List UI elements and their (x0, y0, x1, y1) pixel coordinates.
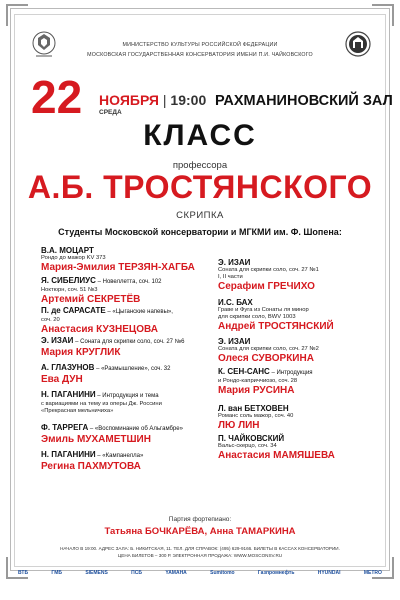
work-title: Вальс-скерцо, соч. 34 (218, 443, 277, 449)
pianists: Татьяна БОЧКАРЁВА, Анна ТАМАРКИНА (104, 526, 296, 537)
program-item (218, 434, 335, 461)
sponsor-logo: ГМБ (51, 570, 62, 576)
composer-name (218, 404, 293, 413)
program-item (218, 404, 293, 431)
sponsor-logo: HYUNDAI (317, 570, 341, 576)
composer-label: Э. ИЗАИ (218, 258, 251, 267)
program-item (218, 367, 313, 396)
performer-name: Регина ПАХМУТОВА (41, 461, 141, 472)
date-separator: | (162, 92, 167, 108)
performer-name: Ева ДУН (41, 374, 83, 385)
composer-name (41, 276, 162, 287)
work-title: Романс соль мажор, соч. 40 (218, 413, 294, 419)
performer-name: Андрей ТРОСТЯНСКИЙ (218, 321, 334, 332)
event-date-time (99, 92, 206, 108)
work-title-inline: – «Кампанелла» (95, 453, 144, 459)
work-title-inline: – Новеллетта, соч. 102 (95, 279, 162, 285)
work-title: Соната для скрипки соло, соч. 27 №1 (218, 267, 319, 273)
composer-name (41, 246, 195, 255)
composer-label: Э. ИЗАИ (41, 336, 74, 345)
work-title: Рондо до мажор KV 373 (41, 255, 106, 261)
event-weekday: СРЕДА (99, 109, 122, 116)
work-title-inline: – Интродукция и тема (95, 393, 159, 399)
event-title: КЛАСС (143, 119, 257, 152)
composer-label: П. де САРАСАТЕ (41, 306, 106, 315)
composer-label: Э. ИЗАИ (218, 337, 251, 346)
composer-name (218, 434, 335, 443)
program-item (41, 276, 162, 305)
sponsor-strip (18, 565, 382, 581)
event-hall: РАХМАНИНОВСКИЙ ЗАЛ (215, 93, 393, 109)
sponsor-logo: Газпромнефть (257, 570, 295, 576)
composer-label: Н. ПАГАНИНИ (41, 450, 96, 459)
composer-name (218, 298, 334, 307)
program-item (41, 450, 143, 472)
performer-name: Анастасия КУЗНЕЦОВА (41, 324, 158, 335)
program-item (218, 258, 319, 292)
work-title: «Прекрасная мельничиха» (41, 408, 114, 414)
performer-name: Олеся СУВОРКИНА (218, 353, 314, 364)
program-item (41, 246, 195, 273)
program-item (41, 363, 170, 385)
performer-name: Мария РУСИНА (218, 385, 295, 396)
composer-name (41, 390, 162, 401)
sponsor-logo: Sumitomo (210, 570, 235, 576)
composer-label: Н. ПАГАНИНИ (41, 390, 96, 399)
teacher-name: А.Б. ТРОСТЯНСКОГО (27, 169, 373, 205)
work-title: Ноктюрн, соч. 51 №3 (41, 287, 98, 293)
professor-label: профессора (172, 160, 228, 171)
composer-label: В.А. МОЦАРТ (41, 246, 94, 255)
sponsor-logo: ВТБ (18, 570, 29, 576)
composer-label: К. СЕН-САНС (218, 367, 270, 376)
program-item (41, 423, 183, 445)
composer-label: Я. СИБЕЛИУС (41, 276, 96, 285)
work-title-inline: – Соната для скрипки соло, соч. 27 №6 (73, 339, 185, 345)
work-title: соч. 20 (41, 317, 60, 323)
program-item (218, 337, 319, 364)
work-title: Граве и Фуга из Сонаты ля минор (218, 307, 309, 313)
composer-label: Л. ван БЕТХОВЕН (218, 404, 289, 413)
work-title: для скрипки соло, BWV 1003 (218, 314, 296, 320)
instrument-label: СКРИПКА (176, 210, 224, 221)
event-month: НОЯБРЯ (99, 92, 159, 108)
conservatory-line: МОСКОВСКАЯ ГОСУДАРСТВЕННАЯ КОНСЕРВАТОРИЯ ИМЕНИ П.И. ЧАЙКОВСКОГО (87, 52, 313, 58)
sponsor-logo: SIEMENS (85, 570, 108, 576)
event-time: 19:00 (170, 92, 207, 108)
info-line-2: ЦЕНА БИЛЕТОВ – 300 Р. ЭЛЕКТРОННАЯ ПРОДАЖА: WWW.MOSCONSV.RU (117, 553, 283, 558)
work-title-inline: – «Цыганские напевы», (105, 309, 173, 315)
composer-name (218, 337, 319, 346)
composer-name (218, 258, 319, 267)
performer-name: Серафим ГРЕЧИХО (218, 281, 315, 292)
performer-name: ЛЮ ЛИН (218, 420, 260, 431)
composer-name (41, 306, 173, 317)
work-title: I, II части (218, 274, 243, 280)
event-day: 22 (31, 71, 83, 123)
work-title-inline: – «Размышление», соч. 32 (94, 366, 171, 372)
composer-label: П. ЧАЙКОВСКИЙ (218, 434, 285, 443)
program-item (41, 336, 184, 358)
work-title-inline: – «Воспоминание об Альгамбре» (88, 426, 183, 432)
students-heading: Студенты Московской консерватории и МГКМИ им. Ф. Шопена: (58, 227, 342, 237)
performer-name: Эмиль МУХАМЕТШИН (41, 434, 151, 445)
performer-name: Мария-Эмилия ТЕРЗЯН-ХАГБА (41, 262, 195, 273)
sponsor-logo: METRO (363, 570, 382, 576)
performer-name: Артемий СЕКРЕТЁВ (41, 294, 141, 305)
composer-name (41, 450, 143, 461)
composer-name (41, 336, 184, 347)
composer-name (41, 363, 170, 374)
piano-label: Партия фортепиано: (168, 516, 232, 523)
performer-name: Мария КРУГЛИК (41, 347, 121, 358)
composer-name (218, 367, 313, 378)
program-item (41, 390, 162, 415)
composer-label: Ф. ТАРРЕГА (41, 423, 89, 432)
work-title: с вариациями на тему из оперы Дж. Россини (41, 401, 162, 407)
work-title: Соната для скрипки соло, соч. 27 №2 (218, 346, 319, 352)
info-line-1: НАЧАЛО В 19:00. АДРЕС ЗАЛА: Б. НИКИТСКАЯ, 11. ТЕЛ. ДЛЯ СПРАВОК: (495) 629-9166. БИЛЕТЫ В КАССАХ КОНСЕРВАТОРИИ. (60, 546, 340, 551)
composer-label: А. ГЛАЗУНОВ (41, 363, 95, 372)
work-title-inline: – Интродукция (269, 370, 313, 376)
program-item (41, 306, 173, 335)
sponsor-logo: YAMAHA (165, 570, 187, 576)
sponsor-logo: ПСБ (131, 570, 142, 576)
program-item (218, 298, 334, 332)
composer-label: И.С. БАХ (218, 298, 253, 307)
performer-name: Анастасия МАМЯШЕВА (218, 450, 335, 461)
composer-name (41, 423, 183, 434)
ministry-line: МИНИСТЕРСТВО КУЛЬТУРЫ РОССИЙСКОЙ ФЕДЕРАЦИИ (122, 42, 278, 48)
work-title: и Рондо-каприччиозо, соч. 28 (218, 378, 298, 384)
